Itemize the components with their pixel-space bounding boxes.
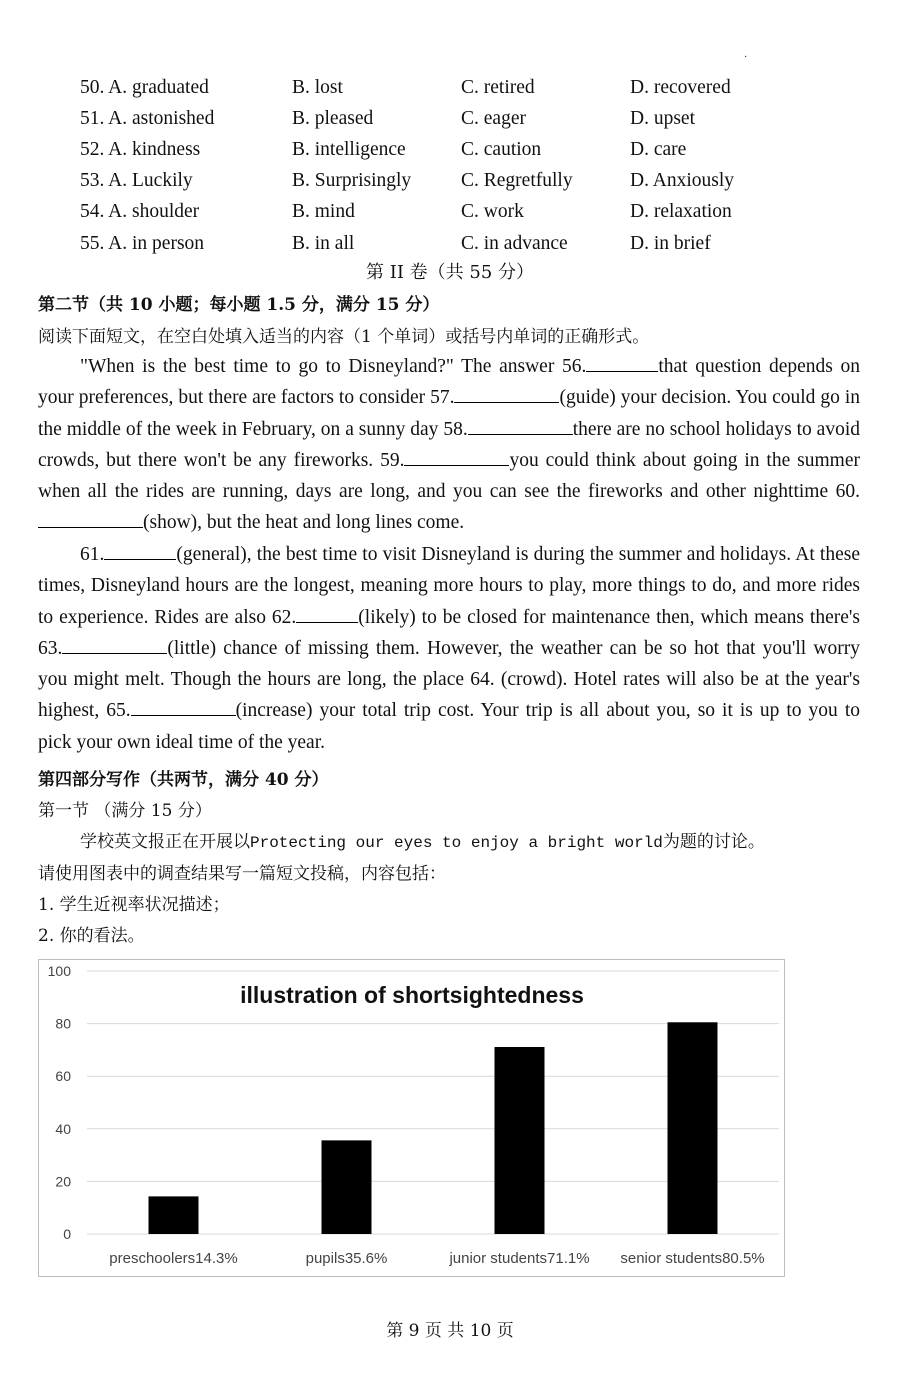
option: 54. A. shoulder (80, 201, 200, 223)
option: D. upset (630, 107, 695, 129)
option: C. retired (461, 76, 535, 98)
task-text: 为题的讨论。 (662, 832, 765, 852)
section2-instruction: 阅读下面短文，在空白处填入适当的内容（1 个单词）或括号内单词的正确形式。 (38, 327, 650, 347)
task-line-2: 请使用图表中的调查结果写一篇短文投稿，内容包括： (38, 864, 446, 884)
chart-canvas (39, 960, 786, 1278)
bar (668, 1022, 718, 1234)
answer-options (80, 72, 840, 259)
stray-dot: · (744, 52, 748, 63)
option: 50. A. graduated (80, 76, 209, 98)
option: C. eager (461, 107, 526, 129)
option: B. Surprisingly (292, 170, 412, 192)
passage-paragraph-1 (38, 351, 860, 539)
option: B. intelligence (292, 138, 406, 160)
option: 55. A. in person (80, 232, 205, 254)
part4-subheading: 第一节 （满分 15 分） (38, 801, 212, 821)
passage-text: "When is the best time to go to Disneyland?" The answer 56. (80, 356, 587, 377)
passage-text: (general), the best time to visit Disneyland is during the summer and holidays. At these times, Disneyland hours are the longest, meaning more hours to play, more things to do, and more rides to experience. Rides are also 62. (38, 544, 860, 628)
x-tick-label: pupils35.6% (305, 1250, 388, 1267)
option-row-55 (80, 228, 840, 259)
y-tick-label: 40 (55, 1120, 71, 1137)
blank-57[interactable] (454, 384, 559, 403)
option: B. in all (292, 232, 355, 254)
passage-text: (increase) your total trip cost. Your trip is all about you, so it is up to you to pick your own ideal time of the year. (38, 700, 860, 753)
task-point-1: 1. 学生近视率状况描述； (38, 895, 230, 915)
option: C. Regretfully (461, 170, 573, 192)
blank-65[interactable] (131, 697, 236, 716)
part4-heading: 第四部分写作（共两节，满分 40 分） (38, 770, 329, 790)
option: C. caution (461, 138, 542, 160)
passage-text: there are no school holidays to avoid crowds, but there won't be any fireworks. 59. (38, 418, 860, 471)
option: 53. A. Luckily (80, 170, 193, 192)
option: 51. A. astonished (80, 107, 215, 129)
y-tick-label: 100 (47, 963, 71, 979)
option: D. Anxiously (630, 170, 735, 192)
page-footer: 第 9 页 共 10 页 (386, 1321, 514, 1341)
x-tick-label: senior students80.5% (620, 1250, 765, 1267)
passage-text: (show), but the heat and long lines come. (143, 512, 465, 534)
passage-text: 61. (80, 544, 105, 565)
task-text: 学校英文报正在开展以 (80, 832, 250, 852)
myopia-bar-chart (38, 959, 785, 1277)
passage-text: (little) chance of missing them. However, the weather can be so hot that you'll worry you might melt. Though the hours are long, the place 64. (38, 637, 860, 691)
passage-text: (crowd). Hotel rates will also be at the year's highest, 65. (38, 669, 860, 722)
option: 52. A. kindness (80, 138, 201, 160)
y-tick-label: 80 (55, 1015, 71, 1032)
y-tick-label: 20 (55, 1173, 71, 1190)
option: C. in advance (461, 232, 568, 254)
blank-60[interactable] (38, 509, 143, 528)
option: D. in brief (630, 232, 711, 254)
passage-text: you could think about going in the summer when all the rides are running, days are long, and you can see the fireworks and other nighttime 60. (38, 449, 860, 503)
bar (322, 1140, 372, 1234)
x-tick-label: preschoolers14.3% (109, 1250, 238, 1267)
passage-text: that question depends on your preferences, but there are factors to consider 57. (38, 356, 861, 409)
task-point-2: 2. 你的看法。 (38, 926, 145, 946)
option-row-52 (80, 134, 840, 165)
passage-text: (likely) to be closed for maintenance then, which means there's 63. (38, 606, 860, 659)
chart-title: illustration of shortsightedness (240, 982, 584, 1008)
section2-heading: 第二节（共 10 小题；每小题 1.5 分，满分 15 分） (38, 295, 440, 315)
blank-58[interactable] (468, 416, 573, 435)
option-row-53 (80, 166, 840, 197)
option-row-50 (80, 72, 840, 103)
option: B. mind (292, 201, 355, 223)
task-line-1 (80, 827, 765, 852)
option: C. work (461, 201, 524, 223)
task-topic: Protecting our eyes to enjoy a bright world (250, 834, 663, 852)
blank-59[interactable] (404, 447, 509, 466)
option: D. recovered (630, 76, 731, 98)
option: B. lost (292, 76, 343, 98)
option: B. pleased (292, 107, 374, 129)
volume-title: 第 II 卷（共 55 分） (365, 262, 534, 283)
bar (149, 1196, 199, 1234)
blank-56[interactable] (586, 353, 658, 372)
x-tick-label: junior students71.1% (449, 1250, 590, 1267)
option: D. relaxation (630, 201, 732, 223)
passage-paragraph-2 (38, 539, 860, 758)
blank-63[interactable] (62, 635, 167, 654)
option-row-54 (80, 197, 840, 228)
blank-61[interactable] (104, 541, 176, 560)
y-tick-label: 0 (63, 1226, 71, 1242)
passage-text: (guide) your decision. You could go in the middle of the week in February, on a sunny day 58. (38, 387, 860, 440)
blank-62[interactable] (296, 604, 358, 623)
y-tick-label: 60 (55, 1068, 71, 1085)
option-row-51 (80, 103, 840, 134)
option: D. care (630, 138, 687, 160)
bar (495, 1047, 545, 1234)
